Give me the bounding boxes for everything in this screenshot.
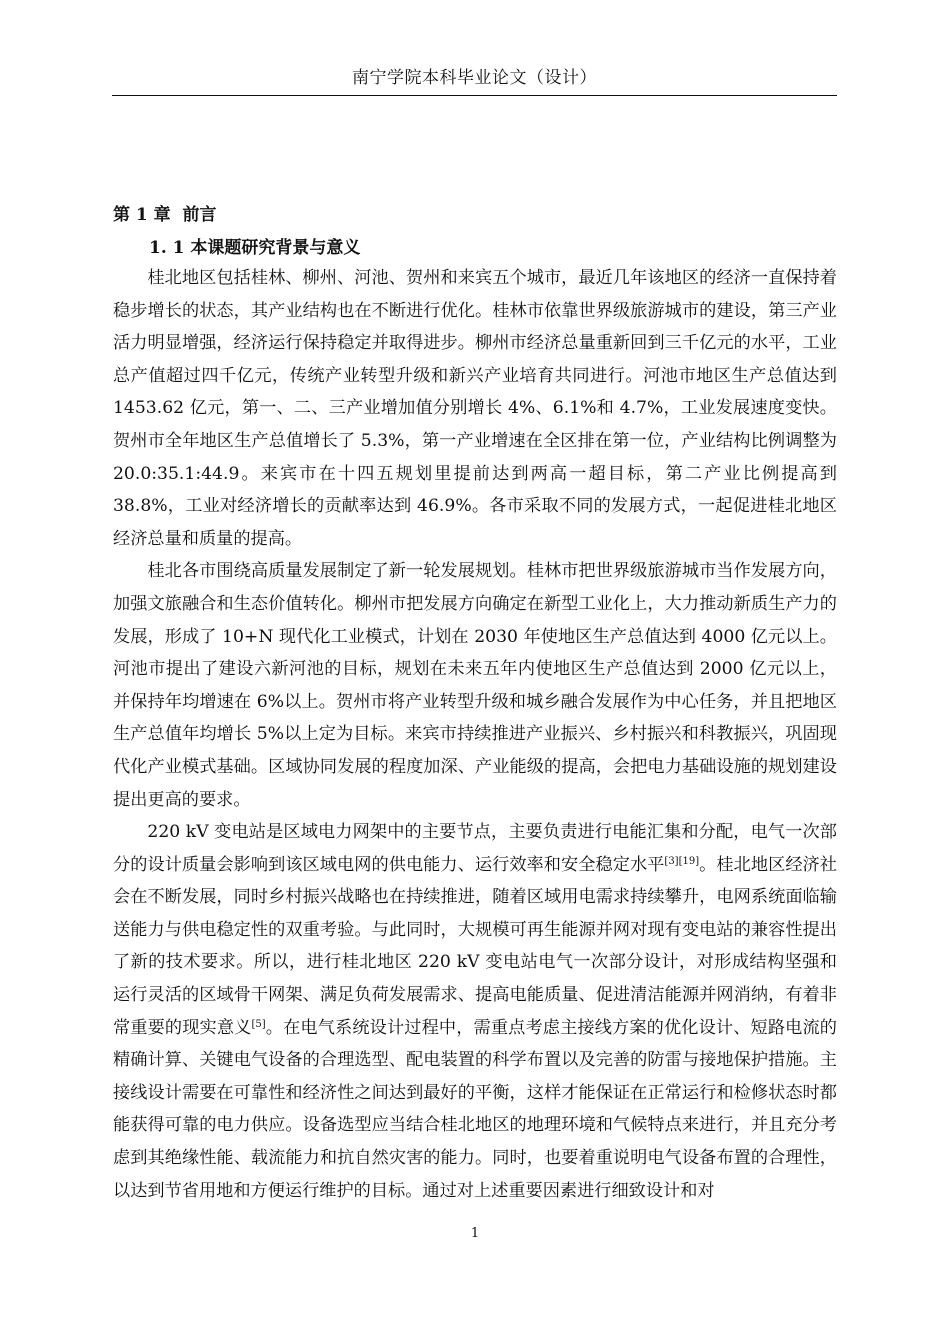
paragraph-text-part: 。在电气系统设计过程中，需重点考虑主接线方案的优化设计、短路电流的精确计算、关键电气设备的合理选型、配电装置的科学布置以及完善的防雷与接地保护措施。主接线设计需要在可靠性和经济性之间达到最好的平衡，这样才能保证在正常运行和检修状态时都能获得可靠的电力供应。设备选型应当结合桂北地区的地理环境和气候特点来进行，并且充分考虑到其绝缘性能、载流能力和抗自然灾害的能力。同时，也要着重说明电气设备布置的合理性，以达到节省用地和方便运行维护的目标。通过对上述重要因素进行细致设计和对 <box>113 1017 837 1201</box>
paragraph-text-part: 。桂北地区经济社会在不断发展，同时乡村振兴战略也在持续推进，随着区域用电需求持续攀升，电网系统面临输送能力与供电稳定性的双重考验。与此同时，大规模可再生能源并网对现有变电站的兼容性提出了新的技术要求。所以，进行桂北地区 220 kV 变电站电气一次部分设计，对形成结构坚强和运行灵活的区域骨干网架、满足负荷发展需求、提高电能质量、促进清洁能源并网消纳，有着非常重要的现实意义 <box>113 854 837 1038</box>
page-number: 1 <box>470 1226 480 1241</box>
body-text <box>113 262 837 1207</box>
citation-reference: [5] <box>251 1018 266 1030</box>
paragraph-text-part: 220 kV 变电站是区域电力网架中的主要节点，主要负责进行电能汇集和分配，电气一次部分的设计质量会影响到该区域电网的供电能力、运行效率和安全稳定水平 <box>113 822 837 875</box>
citation-reference: [3][19] <box>664 855 700 867</box>
paragraph-development-plans: 桂北各市围绕高质量发展制定了新一轮发展规划。桂林市把世界级旅游城市当作发展方向，加强文旅融合和生态价值转化。柳州市把发展方向确定在新型工业化上，大力推动新质生产力的发展，形成了 10+N 现代化工业模式，计划在 2030 年使地区生产总值达到 4000 亿元以上。河池市提出了建设六新河池的目标，规划在未来五年内使地区生产总值达到 2000 亿元以上，并保持年均增速在 6%以上。贺州市将产业转型升级和城乡融合发展作为中心任务，并且把地区生产总值年均增长 5%以上定为目标。来宾市持续推进产业振兴、乡村振兴和科教振兴，巩固现代化产业模式基础。区域协同发展的程度加深、产业能级的提高，会把电力基础设施的规划建设提出更高的要求。 <box>113 561 837 810</box>
paragraph-substation-significance <box>113 816 837 1207</box>
section-heading: 1. 1 本课题研究背景与意义 <box>149 238 361 258</box>
paragraph-economy: 桂北地区包括桂林、柳州、河池、贺州和来宾五个城市，最近几年该地区的经济一直保持着稳步增长的状态，其产业结构也在不断进行优化。桂林市依靠世界级旅游城市的建设，第三产业活力明显增强，经济运行保持稳定并取得进步。柳州市经济总量重新回到三千亿元的水平，工业总产值超过四千亿元，传统产业转型升级和新兴产业培育共同进行。河池市地区生产总值达到 1453.62 亿元，第一、二、三产业增加值分别增长 4%、6.1%和 4.7%，工业发展速度变快。贺州市全年地区生产总值增长了 5.3%，第一产业增速在全区排在第一位，产业结构比例调整为 20.0:35.1:44.9。来宾市在十四五规划里提前达到两高一超目标，第二产业比例提高到 38.8%，工业对经济增长的贡献率达到 46.9%。各市采取不同的发展方式，一起促进桂北地区经济总量和质量的提高。 <box>113 268 837 549</box>
header-divider <box>112 95 837 96</box>
chapter-heading: 第 1 章 前言 <box>113 205 217 225</box>
running-header: 南宁学院本科毕业论文（设计） <box>352 68 597 88</box>
